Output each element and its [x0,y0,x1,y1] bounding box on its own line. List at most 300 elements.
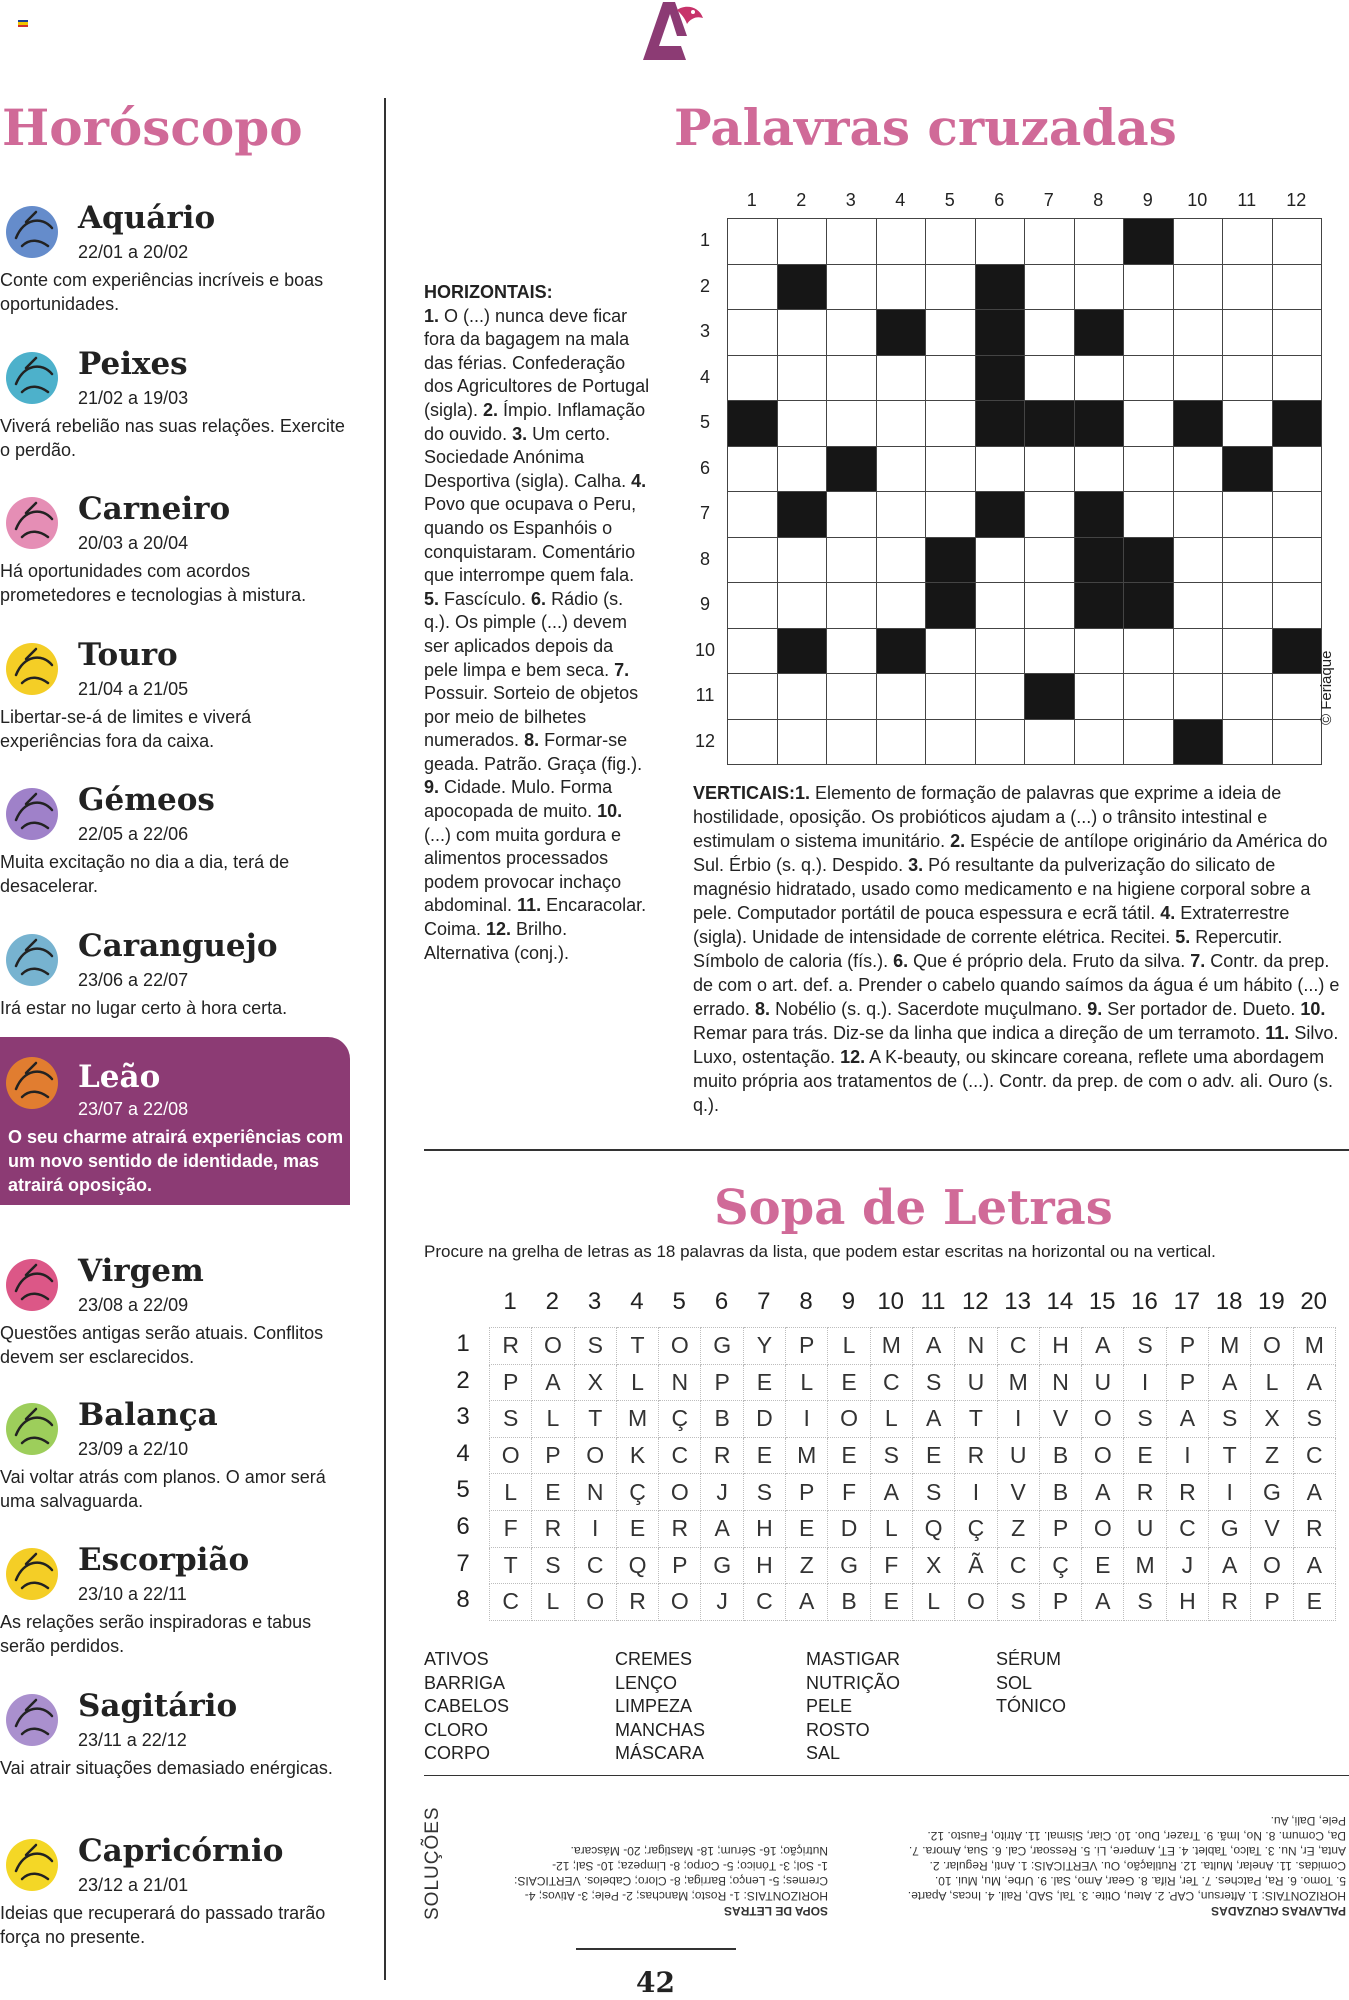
wordsearch-letter[interactable]: O [1251,1328,1293,1365]
crossword-cell[interactable] [728,537,778,583]
capricornio-zodiac-icon [2,1831,68,1897]
wordsearch-letter[interactable]: O [659,1584,701,1621]
crossword-cell[interactable] [827,355,877,401]
wordsearch-letter[interactable]: I [997,1401,1039,1438]
crossword-cell[interactable] [876,583,926,629]
wordsearch-letter[interactable]: P [786,1328,828,1365]
wordsearch-letter[interactable]: I [786,1401,828,1438]
wordsearch-letter[interactable]: S [1124,1584,1166,1621]
crossword-black-cell [1272,401,1322,447]
wordsearch-letter[interactable]: K [616,1437,658,1474]
wordsearch-letter[interactable]: N [659,1364,701,1401]
wordsearch-letter[interactable]: A [1082,1474,1124,1511]
crossword-cell[interactable] [1025,719,1075,765]
wordsearch-letter[interactable]: N [574,1474,616,1511]
crossword-cell[interactable] [827,219,877,265]
wordsearch-letter[interactable]: O [659,1474,701,1511]
crossword-cell[interactable] [777,446,827,492]
clue-text: A K-beauty, ou skincare coreana, reflete uma abordagem muito própria aos tratamentos de (...). Contr. da prep. de com o adv. ali. Ouro (s. q.). [693,1047,1333,1115]
crossword-cell[interactable] [1173,674,1223,720]
crossword-cell[interactable] [1173,264,1223,310]
crossword-cell[interactable] [1074,355,1124,401]
wordsearch-letter[interactable]: P [701,1364,743,1401]
wordsearch-letter[interactable]: C [743,1584,785,1621]
wordsearch-letter[interactable]: U [997,1437,1039,1474]
wordsearch-column-number: 12 [961,1288,989,1315]
crossword-cell[interactable] [876,492,926,538]
crossword-cell[interactable] [728,492,778,538]
crossword-cell[interactable] [926,492,976,538]
wordsearch-letter[interactable]: I [955,1474,997,1511]
wordsearch-letter[interactable]: G [701,1547,743,1584]
wordsearch-letter[interactable]: C [1293,1437,1335,1474]
wordsearch-letter[interactable]: L [490,1474,532,1511]
crossword-cell[interactable] [777,401,827,447]
wordsearch-letter[interactable]: L [532,1584,574,1621]
wordsearch-letter[interactable]: G [828,1547,870,1584]
wordsearch-letter[interactable]: Z [1251,1437,1293,1474]
wordsearch-letter[interactable]: E [743,1437,785,1474]
wordsearch-letter[interactable]: J [701,1584,743,1621]
wordsearch-letter[interactable]: L [1251,1364,1293,1401]
wordsearch-letter[interactable]: L [912,1584,954,1621]
wordsearch-letter[interactable]: U [1124,1510,1166,1547]
crossword-cell[interactable] [1173,355,1223,401]
wordsearch-letter[interactable]: J [1166,1547,1208,1584]
sign-text: Muita excitação no dia a dia, terá de desacelerar. [0,852,290,896]
wordsearch-column-number: 6 [714,1288,729,1315]
crossword-cell[interactable] [728,219,778,265]
wordsearch-letter[interactable]: I [1124,1364,1166,1401]
wordsearch-letter[interactable]: M [786,1437,828,1474]
wordsearch-letter[interactable]: S [912,1474,954,1511]
crossword-cell[interactable] [926,446,976,492]
crossword-cell[interactable] [1074,674,1124,720]
wordsearch-letter[interactable]: A [912,1328,954,1365]
crossword-cell[interactable] [876,446,926,492]
wordsearch-letter[interactable]: B [828,1584,870,1621]
wordsearch-letter[interactable]: S [1124,1401,1166,1438]
wordsearch-letter[interactable]: F [828,1474,870,1511]
wordsearch-letter[interactable]: Q [912,1510,954,1547]
wordsearch-letter[interactable]: R [616,1584,658,1621]
crossword-cell[interactable] [728,310,778,356]
wordsearch-letter[interactable]: B [701,1401,743,1438]
crossword-cell[interactable] [1025,492,1075,538]
wordsearch-letter[interactable]: N [1039,1364,1081,1401]
crossword-cell[interactable] [926,674,976,720]
wordsearch-letter[interactable]: C [574,1547,616,1584]
crossword-cell[interactable] [1124,401,1174,447]
wordsearch-letter[interactable]: O [1082,1510,1124,1547]
crossword-cell[interactable] [1272,446,1322,492]
wordsearch-letter[interactable]: E [532,1474,574,1511]
crossword-cell[interactable] [1124,628,1174,674]
crossword-cell[interactable] [728,674,778,720]
crossword-cell[interactable] [777,674,827,720]
wordsearch-letter[interactable]: R [490,1328,532,1365]
wordsearch-letter[interactable]: O [828,1401,870,1438]
crossword-cell[interactable] [1272,264,1322,310]
wordsearch-letter[interactable]: O [955,1584,997,1621]
wordsearch-letter[interactable]: A [1293,1547,1335,1584]
wordsearch-letter[interactable]: A [1082,1328,1124,1365]
wordsearch-letter[interactable]: Ç [616,1474,658,1511]
wordsearch-letter[interactable]: S [912,1364,954,1401]
wordsearch-letter[interactable]: P [532,1437,574,1474]
wordsearch-letter[interactable]: Y [743,1328,785,1365]
crossword-cell[interactable] [1124,674,1174,720]
wordsearch-letter[interactable]: Ç [659,1401,701,1438]
wordsearch-letter[interactable]: E [870,1584,912,1621]
crossword-cell[interactable] [1074,264,1124,310]
crossword-cell[interactable] [1025,446,1075,492]
crossword-cell[interactable] [1223,674,1273,720]
wordsearch-letter[interactable]: A [1209,1547,1251,1584]
wordsearch-letter[interactable]: N [955,1328,997,1365]
wordsearch-letter[interactable]: I [1166,1437,1208,1474]
wordsearch-letter[interactable]: S [743,1474,785,1511]
crossword-cell[interactable] [827,310,877,356]
wordsearch-letter[interactable]: R [1293,1510,1335,1547]
wordsearch-letter[interactable]: J [701,1474,743,1511]
wordsearch-letter[interactable]: E [1082,1547,1124,1584]
wordsearch-letter[interactable]: R [1166,1474,1208,1511]
wordsearch-letter[interactable]: L [870,1510,912,1547]
wordsearch-letter[interactable]: S [574,1328,616,1365]
crossword-cell[interactable] [975,628,1025,674]
crossword-row [728,492,1322,538]
wordsearch-letter[interactable]: O [532,1328,574,1365]
crossword-cell[interactable] [1272,583,1322,629]
crossword-cell[interactable] [876,355,926,401]
crossword-cell[interactable] [975,674,1025,720]
crossword-cell[interactable] [1025,537,1075,583]
crossword-black-cell [926,537,976,583]
wordsearch-letter[interactable]: P [1039,1510,1081,1547]
vertical-clues [693,781,1341,1117]
wordsearch-letter[interactable]: E [616,1510,658,1547]
crossword-cell[interactable] [926,355,976,401]
crossword-cell[interactable] [1223,401,1273,447]
wordsearch-letter[interactable]: D [828,1510,870,1547]
wordsearch-letter[interactable]: U [955,1364,997,1401]
crossword-cell[interactable] [1173,310,1223,356]
wordsearch-letter[interactable]: R [955,1437,997,1474]
crossword-cell[interactable] [1223,628,1273,674]
wordsearch-letter[interactable]: Z [786,1547,828,1584]
crossword-cell[interactable] [926,264,976,310]
crossword-cell[interactable] [876,719,926,765]
wordsearch-letter[interactable]: C [490,1584,532,1621]
crossword-cell[interactable] [975,719,1025,765]
crossword-cell[interactable] [926,310,976,356]
crossword-cell[interactable] [728,583,778,629]
wordsearch-letter[interactable]: C [1166,1510,1208,1547]
wordsearch-letter[interactable]: O [1082,1437,1124,1474]
wordsearch-letter[interactable]: E [743,1364,785,1401]
crossword-cell[interactable] [1223,719,1273,765]
wordsearch-letter[interactable]: A [532,1364,574,1401]
crossword-cell[interactable] [1124,719,1174,765]
crossword-cell[interactable] [1272,310,1322,356]
wordsearch-letter[interactable]: P [659,1547,701,1584]
wordsearch-letter[interactable]: C [870,1364,912,1401]
wordsearch-letter[interactable]: A [912,1401,954,1438]
wordsearch-letter[interactable]: R [532,1510,574,1547]
wordsearch-letter[interactable]: Q [616,1547,658,1584]
crossword-cell[interactable] [777,310,827,356]
wordsearch-letter[interactable]: S [870,1437,912,1474]
wordsearch-letter[interactable]: A [1082,1584,1124,1621]
crossword-cell[interactable] [1173,537,1223,583]
wordsearch-letter[interactable]: A [1293,1364,1335,1401]
wordsearch-letter[interactable]: C [659,1437,701,1474]
wordsearch-letter[interactable]: A [1209,1364,1251,1401]
crossword-cell[interactable] [926,401,976,447]
sign-text: Libertar-se-á de limites e viverá experiências fora da caixa. [0,707,252,751]
crossword-cell[interactable] [827,719,877,765]
crossword-cell[interactable] [1223,219,1273,265]
wordsearch-letter[interactable]: P [1166,1328,1208,1365]
crossword-cell[interactable] [1025,583,1075,629]
crossword-column-number: 5 [944,190,955,210]
crossword-cell[interactable] [876,537,926,583]
wordsearch-letter[interactable]: R [701,1437,743,1474]
crossword-cell[interactable] [1272,355,1322,401]
wordsearch-letter[interactable]: E [828,1364,870,1401]
clue-text: Cidade. Mulo. Forma apocopada de muito. [424,777,613,822]
wordsearch-letter[interactable]: R [659,1510,701,1547]
crossword-cell[interactable] [926,219,976,265]
wordsearch-letter[interactable]: F [490,1510,532,1547]
wordsearch-letter[interactable]: G [1209,1510,1251,1547]
crossword-cell[interactable] [1025,355,1075,401]
wordsearch-letter[interactable]: H [1166,1584,1208,1621]
wordsearch-letter[interactable]: I [574,1510,616,1547]
crossword-cell[interactable] [1173,492,1223,538]
crossword-cell[interactable] [1124,492,1174,538]
wordsearch-letter[interactable]: E [828,1437,870,1474]
wordsearch-letter[interactable]: Ç [1039,1547,1081,1584]
wordsearch-letter[interactable]: E [1124,1437,1166,1474]
wordsearch-letter[interactable]: M [997,1364,1039,1401]
crossword-cell[interactable] [1272,719,1322,765]
crossword-cell[interactable] [1223,355,1273,401]
wordsearch-letter[interactable]: O [490,1437,532,1474]
wordsearch-letter[interactable]: P [1166,1364,1208,1401]
crossword-cell[interactable] [728,446,778,492]
wordsearch-letter[interactable]: O [1251,1547,1293,1584]
crossword-cell[interactable] [975,446,1025,492]
crossword-cell[interactable] [777,719,827,765]
wordsearch-letter[interactable]: A [1166,1401,1208,1438]
crossword-cell[interactable] [1025,628,1075,674]
wordsearch-letter[interactable]: T [490,1547,532,1584]
sign-leao [0,1037,350,1205]
crossword-cell[interactable] [777,537,827,583]
wordsearch-letter[interactable]: Z [997,1510,1039,1547]
crossword-cell[interactable] [1074,446,1124,492]
wordsearch-letter[interactable]: M [1124,1547,1166,1584]
crossword-cell[interactable] [827,401,877,447]
crossword-cell[interactable] [1223,537,1273,583]
crossword-cell[interactable] [777,219,827,265]
clue-number: 4. [1160,903,1176,923]
crossword-cell[interactable] [1124,355,1174,401]
wordsearch-letter[interactable]: A [701,1510,743,1547]
crossword-cell[interactable] [1272,219,1322,265]
wordsearch-letter[interactable]: B [1039,1474,1081,1511]
wordsearch-letter[interactable]: P [1039,1584,1081,1621]
wordsearch-letter[interactable]: P [490,1364,532,1401]
wordsearch-letter[interactable]: A [870,1474,912,1511]
wordsearch-letter[interactable]: C [997,1547,1039,1584]
crossword-cell[interactable] [827,537,877,583]
wordsearch-letter[interactable]: H [1039,1328,1081,1365]
crossword-cell[interactable] [1173,628,1223,674]
wordsearch-letter[interactable]: G [1251,1474,1293,1511]
wordsearch-letter[interactable]: R [1209,1584,1251,1621]
crossword-cell[interactable] [827,628,877,674]
page-number-rule [576,1948,736,1950]
wordsearch-letter[interactable]: L [828,1328,870,1365]
crossword-cell[interactable] [1074,628,1124,674]
crossword-cell[interactable] [1272,674,1322,720]
wordsearch-letter[interactable]: L [786,1364,828,1401]
wordsearch-letter[interactable]: T [574,1401,616,1438]
crossword-black-cell [876,628,926,674]
wordsearch-letter[interactable]: D [743,1401,785,1438]
wordsearch-letter[interactable]: H [743,1547,785,1584]
wordsearch-letter[interactable]: X [1251,1401,1293,1438]
wordsearch-letter[interactable]: S [532,1547,574,1584]
word-list-item: NUTRIÇÃO [806,1672,900,1693]
wordsearch-letter[interactable]: P [786,1474,828,1511]
wordsearch-letter[interactable]: S [997,1584,1039,1621]
wordsearch-letter[interactable]: B [1039,1437,1081,1474]
wordsearch-letter[interactable]: L [532,1401,574,1438]
crossword-cell[interactable] [926,719,976,765]
wordsearch-letter[interactable]: E [912,1437,954,1474]
wordsearch-letter[interactable]: A [1293,1474,1335,1511]
crossword-cell[interactable] [876,401,926,447]
crossword-cell[interactable] [1173,583,1223,629]
sign-dates: 21/04 a 21/05 [78,679,189,699]
wordsearch-letter[interactable]: T [1209,1437,1251,1474]
wordsearch-letter[interactable]: S [1209,1401,1251,1438]
wordsearch-letter[interactable]: E [786,1510,828,1547]
crossword-cell[interactable] [1223,310,1273,356]
wordsearch-letter[interactable]: M [1293,1328,1335,1365]
wordsearch-letter[interactable]: P [1251,1584,1293,1621]
wordsearch-letter[interactable]: M [616,1401,658,1438]
wordsearch-letter[interactable]: O [1082,1401,1124,1438]
wordsearch-letter[interactable]: I [1209,1474,1251,1511]
crossword-cell[interactable] [876,264,926,310]
word-list-col1 [424,1648,509,1766]
crossword-cell[interactable] [876,219,926,265]
word-list-item: LIMPEZA [615,1696,693,1716]
wordsearch-letter[interactable]: H [743,1510,785,1547]
wordsearch-letter[interactable]: V [997,1474,1039,1511]
wordsearch-letter[interactable]: X [574,1364,616,1401]
crossword-cell[interactable] [728,264,778,310]
crossword-cell[interactable] [1025,310,1075,356]
crossword-cell[interactable] [777,583,827,629]
wordsearch-letter[interactable]: M [1209,1328,1251,1365]
sagitario-zodiac-icon [2,1686,68,1752]
wordsearch-letter[interactable]: M [870,1328,912,1365]
wordsearch-letter[interactable]: Ç [955,1510,997,1547]
wordsearch-letter[interactable]: E [1293,1584,1335,1621]
wordsearch-letter[interactable]: T [616,1328,658,1365]
crossword-cell[interactable] [1124,310,1174,356]
wordsearch-letter[interactable]: U [1082,1364,1124,1401]
crossword-cell[interactable] [1173,219,1223,265]
crossword-cell[interactable] [728,628,778,674]
wordsearch-letter[interactable]: R [1124,1474,1166,1511]
crossword-cell[interactable] [1074,219,1124,265]
crossword-cell[interactable] [777,355,827,401]
wordsearch-letter[interactable]: S [1124,1328,1166,1365]
crossword-cell[interactable] [1223,492,1273,538]
wordsearch-letter[interactable]: A [786,1584,828,1621]
crossword-cell[interactable] [1223,583,1273,629]
wordsearch-letter[interactable]: O [574,1584,616,1621]
sign-dates: 23/07 a 22/08 [78,1099,189,1119]
wordsearch-letter[interactable]: Ã [955,1547,997,1584]
wordsearch-letter[interactable]: S [490,1401,532,1438]
crossword-cell[interactable] [827,674,877,720]
wordsearch-letter[interactable]: X [912,1547,954,1584]
wordsearch-letter[interactable]: O [659,1328,701,1365]
crossword-cell[interactable] [827,264,877,310]
crossword-cell[interactable] [975,583,1025,629]
crossword-cell[interactable] [728,719,778,765]
wordsearch-letter[interactable]: L [870,1401,912,1438]
wordsearch-letter[interactable]: T [955,1401,997,1438]
word-list-item: SAL [806,1743,841,1763]
crossword-cell[interactable] [876,674,926,720]
crossword-cell[interactable] [1025,264,1075,310]
crossword-cell[interactable] [926,628,976,674]
wordsearch-letter[interactable]: L [616,1364,658,1401]
crossword-cell[interactable] [1223,264,1273,310]
crossword-cell[interactable] [1025,219,1075,265]
crossword-cell[interactable] [1272,492,1322,538]
crossword-cell[interactable] [1272,537,1322,583]
wordsearch-letter[interactable]: F [870,1547,912,1584]
wordsearch-letter[interactable]: V [1251,1510,1293,1547]
crossword-cell[interactable] [827,492,877,538]
crossword-cell[interactable] [827,583,877,629]
wordsearch-letter[interactable]: C [997,1328,1039,1365]
crossword-cell[interactable] [1124,446,1174,492]
crossword-cell[interactable] [1124,264,1174,310]
crossword-cell[interactable] [975,219,1025,265]
crossword-cell[interactable] [1074,719,1124,765]
wordsearch-letter[interactable]: G [701,1328,743,1365]
wordsearch-letter[interactable]: S [1293,1401,1335,1438]
wordsearch-row [490,1364,1336,1401]
crossword-row [728,219,1322,265]
crossword-cell[interactable] [728,355,778,401]
crossword-cell[interactable] [975,537,1025,583]
wordsearch-letter[interactable]: V [1039,1401,1081,1438]
crossword-cell[interactable] [1173,446,1223,492]
wordsearch-letter[interactable]: O [574,1437,616,1474]
